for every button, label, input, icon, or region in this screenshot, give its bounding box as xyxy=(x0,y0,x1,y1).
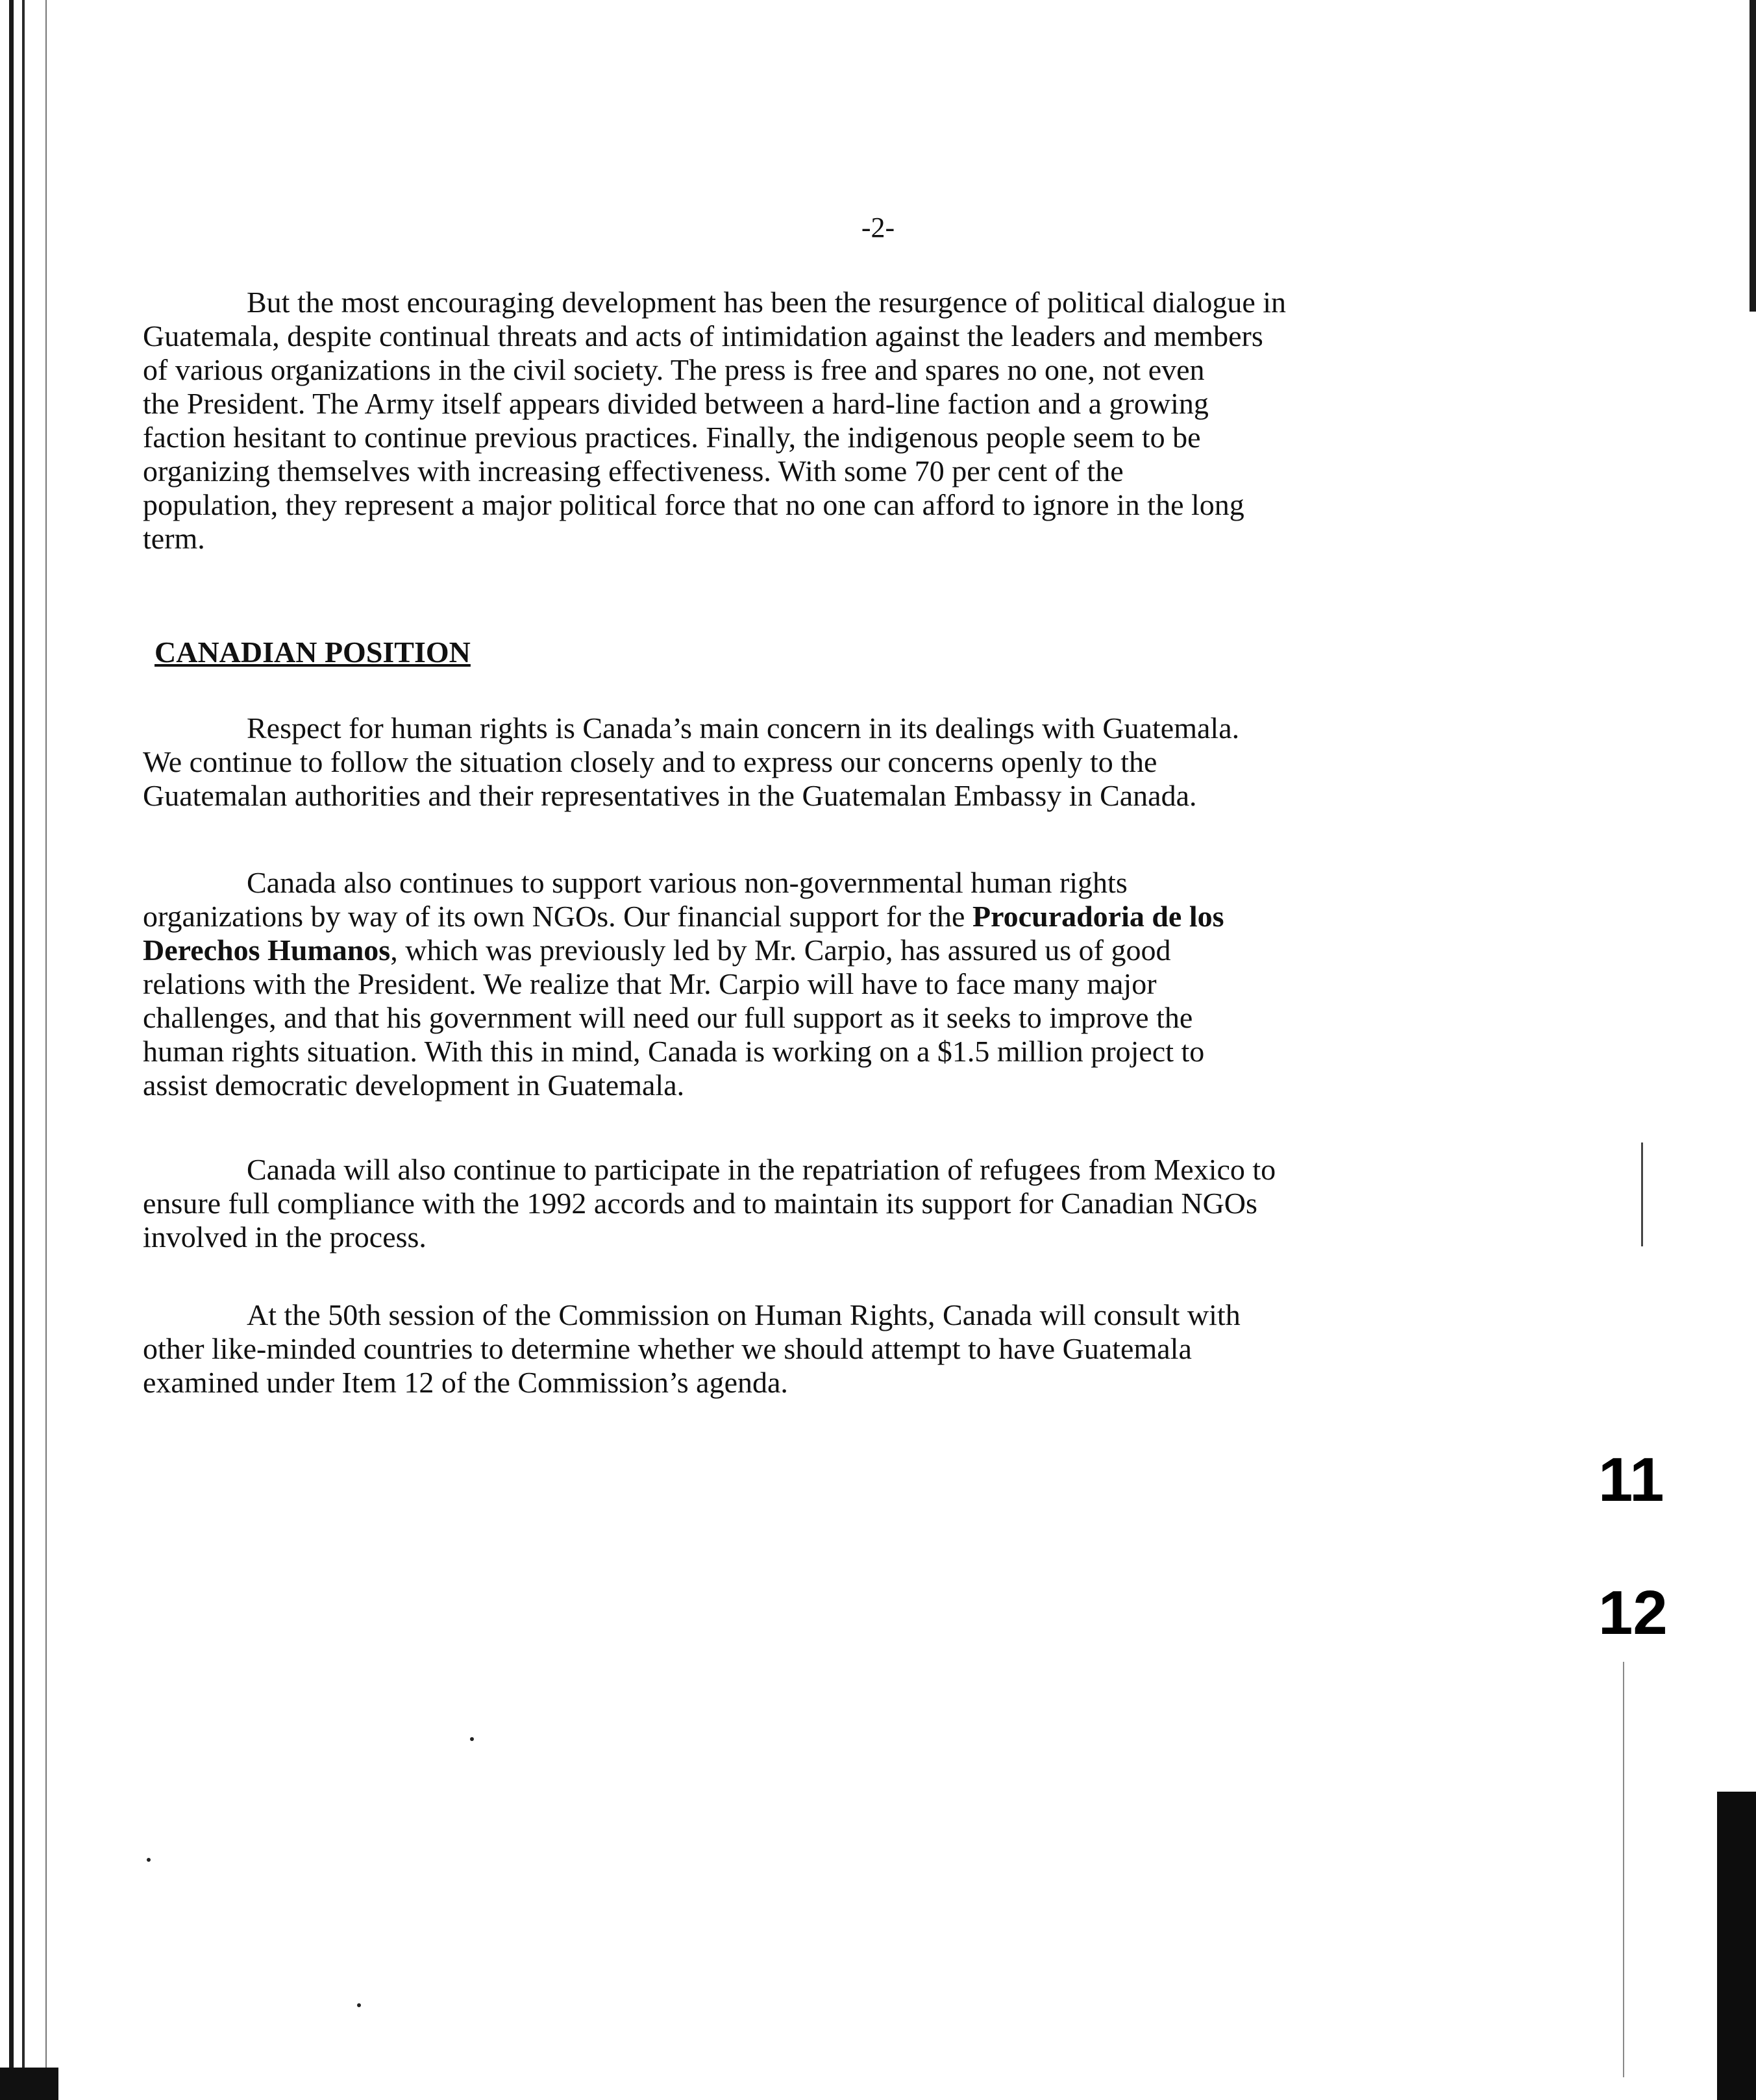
text-line xyxy=(143,1298,1389,1332)
scan-speck xyxy=(357,2003,361,2007)
text-line xyxy=(143,1153,1389,1187)
text-line: Guatemala, despite continual threats and acts of intimidation against the leaders and members xyxy=(143,319,1263,352)
section-heading: CANADIAN POSITION xyxy=(155,636,471,669)
text-line xyxy=(143,933,1389,967)
organization-name-bold: Derechos Humanos xyxy=(143,933,391,967)
paragraph-human-rights-concern xyxy=(143,711,1389,813)
scan-edge-left-base xyxy=(0,2068,58,2100)
text-line-content: Canada also continues to support various non-governmental human rights xyxy=(247,866,1128,899)
text-line: organizing themselves with increasing effectiveness. With some 70 per cent of the xyxy=(143,454,1124,488)
paragraph-commission-session xyxy=(143,1298,1389,1400)
text-line-content: Respect for human rights is Canada’s main concern in its dealings with Guatemala. xyxy=(247,711,1240,745)
scan-edge-left xyxy=(9,0,14,2100)
text-line: involved in the process. xyxy=(143,1220,427,1254)
text-line: We continue to follow the situation closely and to express our concerns openly to the xyxy=(143,745,1157,778)
scan-edge-right-line xyxy=(1641,1143,1643,1246)
scan-edge-right-top xyxy=(1750,0,1756,312)
margin-mark-12: 12 xyxy=(1598,1578,1668,1648)
margin-mark-11: 11 xyxy=(1598,1445,1664,1514)
paragraph-political-dialogue xyxy=(143,286,1389,556)
paragraph-ngo-support xyxy=(143,866,1389,1102)
text-line xyxy=(143,286,1389,319)
scan-edge-right-bottom xyxy=(1717,1792,1756,2100)
organization-name-bold: Procuradoria de los xyxy=(972,900,1224,933)
text-line: assist democratic development in Guatemala. xyxy=(143,1069,685,1102)
text-line: population, they represent a major political force that no one can afford to ignore in the long xyxy=(143,488,1244,521)
page-number: -2- xyxy=(861,212,895,243)
text-line-content: At the 50th session of the Commission on Human Rights, Canada will consult with xyxy=(247,1298,1241,1331)
scan-edge-left-inner xyxy=(22,0,25,2100)
scan-edge-right-line-lower xyxy=(1623,1662,1624,2077)
text-line: of various organizations in the civil society. The press is free and spares no one, not even xyxy=(143,353,1205,386)
scan-speck xyxy=(147,1858,151,1862)
text-line xyxy=(143,900,1389,933)
text-line: Guatemalan authorities and their representatives in the Guatemalan Embassy in Canada. xyxy=(143,779,1197,812)
text-line: challenges, and that his government will need our full support as it seeks to improve the xyxy=(143,1001,1193,1034)
text-line: ensure full compliance with the 1992 accords and to maintain its support for Canadian NGOs xyxy=(143,1187,1257,1220)
text-line: other like-minded countries to determine whether we should attempt to have Guatemala xyxy=(143,1332,1192,1365)
text-line: relations with the President. We realize that Mr. Carpio will have to face many major xyxy=(143,967,1157,1000)
scan-speck xyxy=(470,1737,474,1741)
text-line: faction hesitant to continue previous practices. Finally, the indigenous people seem to be xyxy=(143,421,1201,454)
text-line-content: , which was previously led by Mr. Carpio, has assured us of good xyxy=(390,933,1171,967)
text-line-content: Canada will also continue to participate in the repatriation of refugees from Mexico to xyxy=(247,1153,1276,1186)
paragraph-refugee-repatriation xyxy=(143,1153,1389,1254)
text-line xyxy=(143,711,1389,745)
text-line: human rights situation. With this in mind, Canada is working on a $1.5 million project to xyxy=(143,1035,1205,1068)
text-line: term. xyxy=(143,522,205,555)
text-line: the President. The Army itself appears divided between a hard-line faction and a growing xyxy=(143,387,1209,420)
text-line: examined under Item 12 of the Commission’s agenda. xyxy=(143,1366,788,1399)
text-line-content: organizations by way of its own NGOs. Our financial support for the xyxy=(143,900,972,933)
scan-edge-left-faint xyxy=(45,0,47,2100)
text-line-content: But the most encouraging development has been the resurgence of political dialogue in xyxy=(247,286,1287,319)
text-line xyxy=(143,866,1389,900)
